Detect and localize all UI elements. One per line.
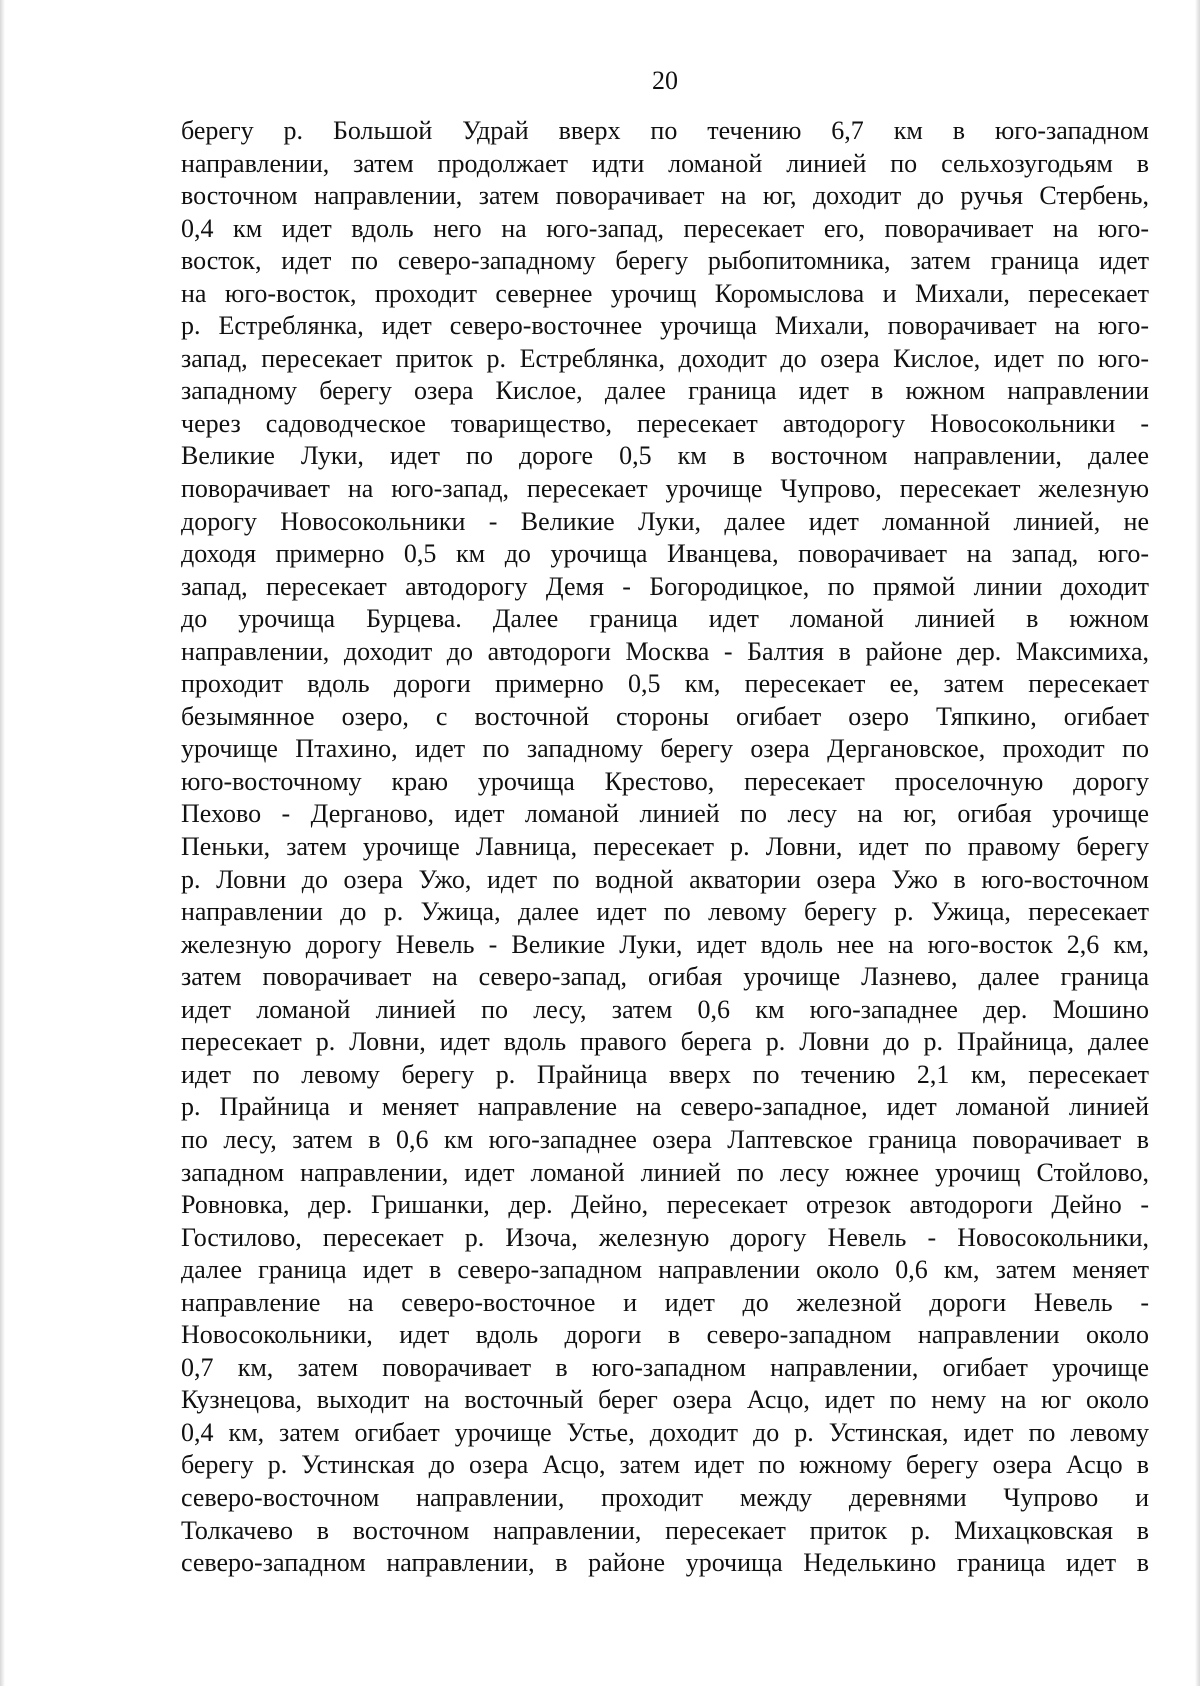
text-line: через садоводческое товарищество, пересекает автодорогу Новосокольники -	[181, 408, 1149, 438]
text-line: Великие Луки, идет по дороге 0,5 км в восточном направлении, далее	[181, 441, 1149, 471]
text-line: Гостилово, пересекает р. Изоча, железную дорогу Невель - Новосокольники,	[181, 1222, 1149, 1252]
text-line: по лесу, затем в 0,6 км юго-западнее озера Лаптевское граница поворачивает в	[181, 1124, 1149, 1154]
text-line: 0,4 км идет вдоль него на юго-запад, пересекает его, поворачивает на юго-	[181, 213, 1149, 243]
text-line: Новосокольники, идет вдоль дороги в северо-западном направлении около	[181, 1320, 1149, 1350]
text-line: 0,4 км, затем огибает урочище Устье, доходит до р. Устинская, идет по левому	[181, 1417, 1149, 1447]
text-line: Ровновка, дер. Гришанки, дер. Дейно, пересекает отрезок автодороги Дейно -	[181, 1190, 1149, 1220]
text-line: юго-восточному краю урочища Крестово, пересекает проселочную дорогу	[181, 766, 1149, 796]
text-line: северо-восточном направлении, проходит между деревнями Чупрово и	[181, 1482, 1149, 1512]
text-line: р. Естреблянка, идет северо-восточнее урочища Михали, поворачивает на юго-	[181, 311, 1149, 341]
text-line: затем поворачивает на северо-запад, огибая урочище Лазнево, далее граница	[181, 962, 1149, 992]
text-line: р. Прайница и меняет направление на северо-западное, идет ломаной линией	[181, 1092, 1149, 1122]
text-line: на юго-восток, проходит севернее урочищ Коромыслова и Михали, пересекает	[181, 278, 1149, 308]
text-line: урочище Птахино, идет по западному берегу озера Дергановское, проходит по	[181, 734, 1149, 764]
scan-edge-right	[1195, 0, 1200, 1686]
text-line: дорогу Новосокольники - Великие Луки, далее идет ломанной линией, не	[181, 506, 1149, 536]
text-line: западном направлении, идет ломаной линией по лесу южнее урочищ Стойлово,	[181, 1157, 1149, 1187]
text-line: Кузнецова, выходит на восточный берег озера Асцо, идет по нему на юг около	[181, 1385, 1149, 1415]
text-line: берегу р. Большой Удрай вверх по течению 6,7 км в юго-западном	[181, 116, 1149, 145]
text-line: 0,7 км, затем поворачивает в юго-западном направлении, огибает урочище	[181, 1352, 1149, 1382]
scan-edge-left	[0, 0, 5, 1686]
text-line: восточном направлении, затем поворачивает на юг, доходит до ручья Стербень,	[181, 181, 1149, 211]
page-number: 20	[652, 66, 678, 95]
text-line: Толкачево в восточном направлении, пересекает приток р. Михацковская в	[181, 1515, 1149, 1545]
text-line: запад, пересекает автодорогу Демя - Богородицкое, по прямой линии доходит	[181, 571, 1149, 601]
text-line: Пехово - Дерганово, идет ломаной линией по лесу на юг, огибая урочище	[181, 799, 1149, 829]
text-line: доходя примерно 0,5 км до урочища Иванцева, поворачивает на запад, юго-	[181, 539, 1149, 569]
text-line: направлении до р. Ужица, далее идет по левому берегу р. Ужица, пересекает	[181, 897, 1149, 927]
text-line: поворачивает на юго-запад, пересекает урочище Чупрово, пересекает железную	[181, 474, 1149, 504]
text-line: р. Ловни до озера Ужо, идет по водной акватории озера Ужо в юго-восточном	[181, 864, 1149, 894]
text-line: западному берегу озера Кислое, далее граница идет в южном направлении	[181, 376, 1149, 406]
text-line: железную дорогу Невель - Великие Луки, идет вдоль нее на юго-восток 2,6 км,	[181, 929, 1149, 959]
text-line: направлении, доходит до автодороги Москва - Балтия в районе дер. Максимиха,	[181, 636, 1149, 666]
text-line: запад, пересекает приток р. Естреблянка, доходит до озера Кислое, идет по юго-	[181, 343, 1149, 373]
text-line: проходит вдоль дороги примерно 0,5 км, пересекает ее, затем пересекает	[181, 669, 1149, 699]
text-line: северо-западном направлении, в районе урочища Неделькино граница идет в	[181, 1548, 1149, 1578]
document-body	[181, 115, 1149, 1580]
text-line: идет ломаной линией по лесу, затем 0,6 км юго-западнее дер. Мошино	[181, 994, 1149, 1024]
text-line: Пеньки, затем урочище Лавница, пересекает р. Ловни, идет по правому берегу	[181, 832, 1149, 862]
text-line: до урочища Бурцева. Далее граница идет ломаной линией в южном	[181, 604, 1149, 634]
text-line: восток, идет по северо-западному берегу рыбопитомника, затем граница идет	[181, 246, 1149, 276]
text-line: безымянное озеро, с восточной стороны огибает озеро Тяпкино, огибает	[181, 701, 1149, 731]
text-line: берегу р. Устинская до озера Асцо, затем идет по южному берегу озера Асцо в	[181, 1450, 1149, 1480]
text-line: идет по левому берегу р. Прайница вверх по течению 2,1 км, пересекает	[181, 1059, 1149, 1089]
text-line: пересекает р. Ловни, идет вдоль правого берега р. Ловни до р. Прайница, далее	[181, 1027, 1149, 1057]
text-line: направление на северо-восточное и идет до железной дороги Невель -	[181, 1287, 1149, 1317]
text-line: далее граница идет в северо-западном направлении около 0,6 км, затем меняет	[181, 1255, 1149, 1285]
text-line: направлении, затем продолжает идти ломаной линией по сельхозугодьям в	[181, 148, 1149, 178]
